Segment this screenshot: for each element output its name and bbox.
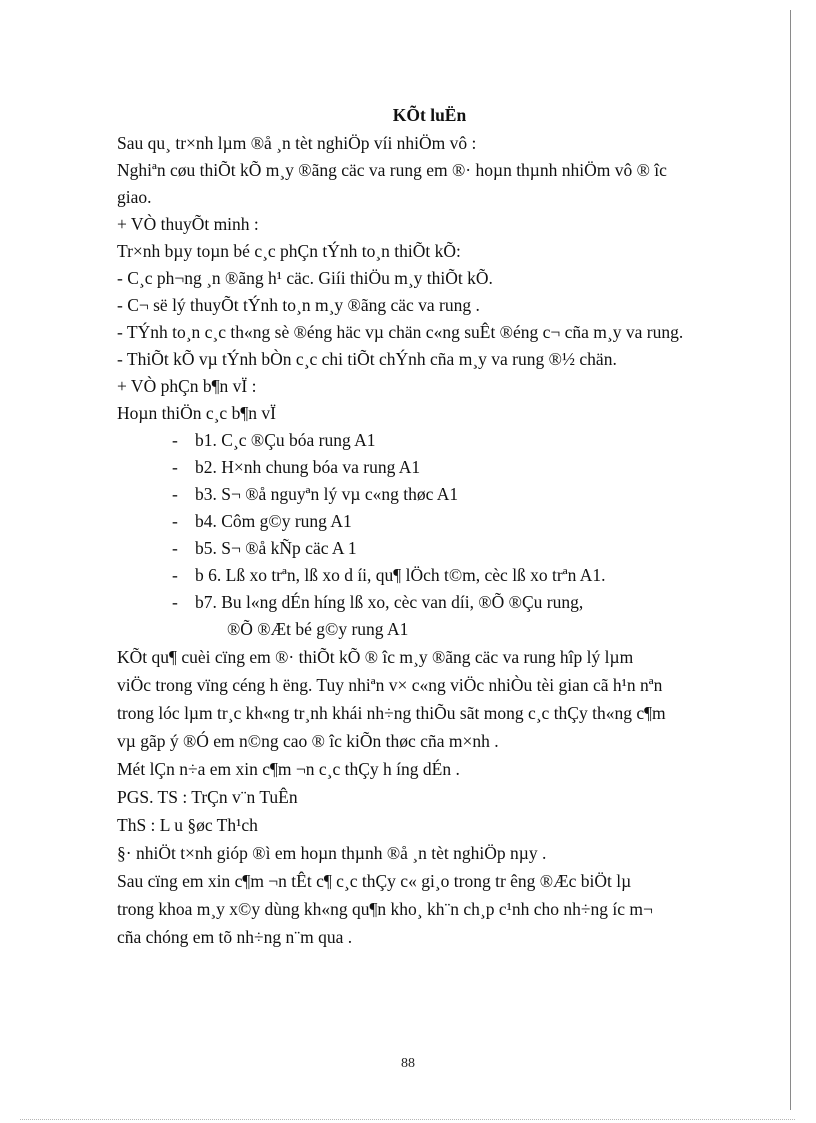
signature-line: ThS : L u §øc Th¹ch	[117, 815, 258, 835]
paragraph-line: giao.	[117, 187, 152, 207]
list-dash: -	[172, 457, 178, 477]
drawing-label: b2. H×nh chung bóa va rung A1	[195, 457, 421, 477]
page-right-border	[790, 10, 791, 1110]
drawing-label-continued: ®Õ ®Æt bé g©y rung A1	[227, 619, 409, 639]
drawing-label: b5. S¬ ®å kÑp cäc A 1	[195, 538, 357, 558]
drawing-list-item	[117, 508, 742, 535]
paragraph-line: Sau cïng em xin c¶m ¬n tÊt c¶ c¸c thÇy c« gi¸o trong tr êng ®Æc biÖt lµ	[117, 871, 632, 891]
drawing-list-item	[117, 481, 742, 508]
list-dash: -	[172, 538, 178, 558]
bullet-line: - ThiÕt kÕ vµ tÝnh bÒn c¸c chi tiÕt chÝnh cña m¸y va rung ®½ chän.	[117, 349, 617, 369]
paragraph-line: Sau qu¸ tr×nh lµm ®å ¸n tèt nghiÖp víi nhiÖm vô :	[117, 133, 477, 153]
drawing-list-item	[117, 589, 742, 616]
page-bottom-border	[20, 1119, 795, 1120]
bullet-line: - C¸c ph¬ng ¸n ®ãng h¹ cäc. Giíi thiÖu m¸y thiÕt kÕ.	[117, 268, 493, 288]
page-number: 88	[401, 1056, 415, 1071]
section-heading-explanation: + VÒ thuyÕt minh :	[117, 214, 259, 234]
paragraph-line: KÕt qu¶ cuèi cïng em ®· thiÕt kÕ ® îc m¸y ®ãng cäc va rung hîp lý lµm	[117, 647, 634, 667]
list-dash: -	[172, 511, 178, 531]
bullet-line: - C¬ së lý thuyÕt tÝnh to¸n m¸y ®ãng cäc va rung .	[117, 295, 480, 315]
document-body	[117, 100, 742, 951]
drawing-label: b 6. Lß xo trªn, lß xo d íi, qu¶ lÖch t©m, cèc lß xo trªn A1.	[195, 565, 606, 585]
list-dash: -	[172, 484, 178, 504]
drawing-list-item	[117, 427, 742, 454]
drawing-list-item	[117, 562, 742, 589]
paragraph-line: viÖc trong vïng céng h ëng. Tuy nhiªn v× c«ng viÖc nhiÒu tèi gian cã h¹n nªn	[117, 675, 663, 695]
paragraph-line: cña chóng em tõ nh÷ng n¨m qua .	[117, 927, 353, 947]
paragraph-line: Nghiªn cøu thiÕt kÕ m¸y ®ãng cäc va rung em ®· hoµn thµnh nhiÖm vô ® îc	[117, 160, 667, 180]
drawing-list-item	[117, 454, 742, 481]
paragraph-line: Tr×nh bµy toµn bé c¸c phÇn tÝnh to¸n thiÕt kÕ:	[117, 241, 461, 261]
drawing-list-continuation	[117, 616, 742, 643]
page-title: KÕt luËn	[392, 105, 467, 125]
list-dash: -	[172, 592, 178, 612]
paragraph-line: vµ gãp ý ®Ó em n©ng cao ® îc kiÕn thøc cña m×nh .	[117, 731, 499, 751]
drawing-label: b7. Bu l«ng dÉn híng lß xo, cèc van díi, ®Õ ®Çu rung,	[195, 592, 584, 612]
signature-line: PGS. TS : TrÇn v¨n TuÊn	[117, 787, 298, 807]
paragraph-line: trong lóc lµm tr¸c kh«ng tr¸nh khái nh÷ng thiÕu sãt mong c¸c thÇy th«ng c¶m	[117, 703, 666, 723]
list-dash: -	[172, 430, 178, 450]
section-heading-drawings: + VÒ phÇn b¶n vÏ :	[117, 376, 257, 396]
paragraph-line: Hoµn thiÖn c¸c b¶n vÏ	[117, 403, 276, 423]
paragraph-line: trong khoa m¸y x©y dùng kh«ng qu¶n kho¸ kh¨n ch¸p c¹nh cho nh÷ng íc m¬	[117, 899, 653, 919]
drawing-label: b3. S¬ ®å nguyªn lý vµ c«ng thøc A1	[195, 484, 459, 504]
drawing-label: b4. Côm g©y rung A1	[195, 511, 352, 531]
drawing-label: b1. C¸c ®Çu bóa rung A1	[195, 430, 376, 450]
paragraph-line: §· nhiÖt t×nh gióp ®ì em hoµn thµnh ®å ¸n tèt nghiÖp nµy .	[117, 843, 547, 863]
drawing-list-item	[117, 535, 742, 562]
paragraph-line: Mét lÇn n÷a em xin c¶m ¬n c¸c thÇy h íng dÉn .	[117, 759, 460, 779]
bullet-line: - TÝnh to¸n c¸c th«ng sè ®éng häc vµ chän c«ng suÊt ®éng c¬ cña m¸y va rung.	[117, 322, 684, 342]
list-dash: -	[172, 565, 178, 585]
